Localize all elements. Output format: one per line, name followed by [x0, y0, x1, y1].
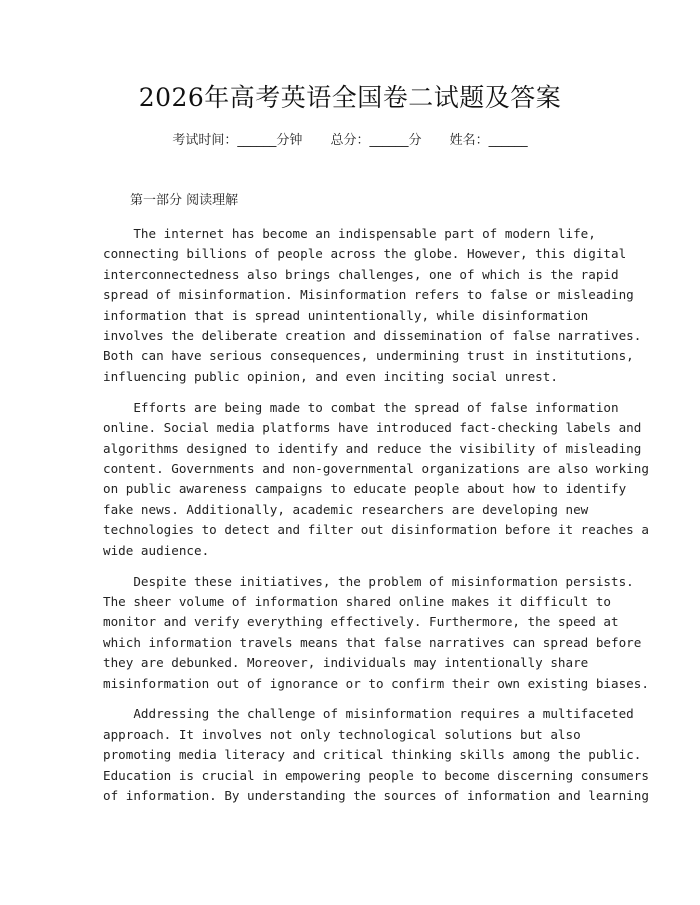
passage-line: wide audience. — [103, 542, 210, 558]
reading-passage — [103, 224, 649, 817]
passage-line: on public awareness campaigns to educate people about how to identify — [103, 481, 627, 497]
passage-paragraph — [103, 704, 649, 806]
passage-line: of information. By understanding the sources of information and learning — [103, 788, 649, 804]
passage-line: Efforts are being made to combat the spread of false information — [103, 399, 619, 415]
passage-line: they are debunked. Moreover, individuals may intentionally share — [103, 655, 589, 671]
passage-line: misinformation out of ignorance or to confirm their own existing biases. — [103, 675, 649, 691]
section-heading: 第一部分 阅读理解 — [130, 193, 239, 208]
passage-line: information that is spread unintentionally, while disinformation — [103, 307, 589, 323]
passage-line: influencing public opinion, and even inciting social unrest. — [103, 368, 558, 384]
passage-paragraph — [103, 572, 649, 694]
passage-line: which information travels means that false narratives can spread before — [103, 634, 642, 650]
passage-line: fake news. Additionally, academic researchers are developing new — [103, 501, 589, 517]
passage-line: Addressing the challenge of misinformation requires a multifaceted — [103, 706, 634, 722]
passage-line: spread of misinformation. Misinformation refers to false or misleading — [103, 287, 634, 303]
passage-line: Education is crucial in empowering people to become discerning consumers — [103, 767, 649, 783]
exam-info-row — [0, 131, 700, 151]
passage-line: The internet has become an indispensable part of modern life, — [103, 226, 596, 241]
passage-line: approach. It involves not only technological solutions but also — [103, 726, 581, 742]
passage-line: monitor and verify everything effectively. Furthermore, the speed at — [103, 614, 619, 630]
passage-line: Both can have serious consequences, undermining trust in institutions, — [103, 348, 634, 364]
passage-line: algorithms designed to identify and reduce the visibility of misleading — [103, 440, 642, 456]
passage-line: promoting media literacy and critical thinking skills among the public. — [103, 747, 642, 763]
page-title: 2026年高考英语全国卷二试题及答案 — [138, 83, 562, 112]
student-name-field: 姓名：______ — [449, 133, 528, 148]
passage-line: connecting billions of people across the globe. However, this digital — [103, 246, 627, 262]
passage-paragraph — [103, 224, 642, 387]
passage-line: technologies to detect and filter out disinformation before it reaches a — [103, 522, 649, 538]
passage-line: Despite these initiatives, the problem of misinformation persists. — [103, 573, 634, 589]
passage-line: content. Governments and non-governmental organizations are also working — [103, 460, 649, 476]
passage-paragraph — [103, 398, 649, 561]
passage-line: interconnectedness also brings challenges, one of which is the rapid — [103, 266, 619, 282]
exam-time-field: 考试时间：______分钟 — [172, 133, 303, 148]
passage-line: The sheer volume of information shared online makes it difficult to — [103, 593, 611, 609]
total-score-field: 总分：______分 — [330, 133, 422, 148]
passage-line: online. Social media platforms have introduced fact-checking labels and — [103, 420, 642, 436]
passage-line: involves the deliberate creation and dissemination of false narratives. — [103, 328, 642, 344]
